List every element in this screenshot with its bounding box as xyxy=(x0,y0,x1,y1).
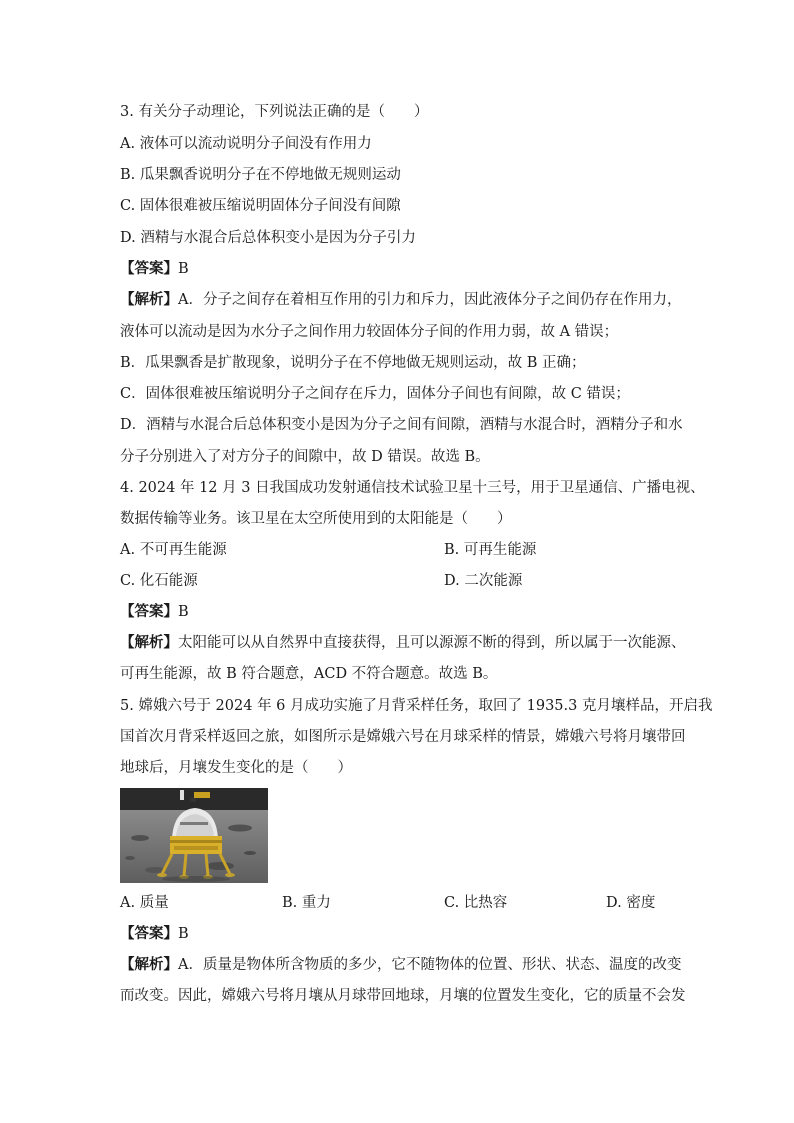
q4-stem-line-1: 4. 2024 年 12 月 3 日我国成功发射通信技术试验卫星十三号，用于卫星通信、广播电视、 xyxy=(120,480,705,496)
q5-option-d: D. 密度 xyxy=(606,895,656,911)
answer-value: B xyxy=(178,926,189,942)
analysis-text: A．质量是物体所含物质的多少，它不随物体的位置、形状、状态、温度的改变 xyxy=(178,957,682,973)
q3-analysis-line-1 xyxy=(120,290,681,310)
q3-analysis-line-5: D．酒精与水混合后总体积变小是因为分子之间有间隙，酒精与水混合时，酒精分子和水 xyxy=(120,417,683,433)
q4-analysis-line-2: 可再生能源，故 B 符合题意，ACD 不符合题意。故选 B。 xyxy=(120,666,498,682)
q5-stem-line-3: 地球后，月壤发生变化的是（ ） xyxy=(120,760,352,776)
q3-option-d: D. 酒精与水混合后总体积变小是因为分子引力 xyxy=(120,230,416,246)
q4-option-a: A. 不可再生能源 xyxy=(120,542,227,558)
q4-stem-line-2: 数据传输等业务。该卫星在太空所使用到的太阳能是（ ） xyxy=(120,511,512,527)
q4-analysis-line-1 xyxy=(120,633,686,653)
q4-option-d: D. 二次能源 xyxy=(444,573,523,589)
answer-tag: 【答案】 xyxy=(120,603,178,620)
q3-option-a: A. 液体可以流动说明分子间没有作用力 xyxy=(120,136,372,152)
q3-analysis-line-2: 液体可以流动是因为水分子之间作用力较固体分子间的作用力弱，故 A 错误； xyxy=(120,324,619,340)
answer-tag: 【答案】 xyxy=(120,260,178,277)
q5-analysis-line-1 xyxy=(120,955,681,975)
q5-option-b: B. 重力 xyxy=(282,895,331,911)
lunar-lander-image xyxy=(120,788,268,883)
q3-analysis-line-4: C．固体很难被压缩说明分子之间存在斥力，固体分子间也有间隙，故 C 错误； xyxy=(120,386,630,402)
analysis-tag: 【解析】 xyxy=(120,634,178,651)
q5-answer xyxy=(120,924,189,944)
analysis-text: A．分子之间存在着相互作用的引力和斥力，因此液体分子之间仍存在作用力， xyxy=(178,292,682,308)
q5-option-c: C. 比热容 xyxy=(444,895,508,911)
q5-analysis-line-2: 而改变。因此，嫦娥六号将月壤从月球带回地球，月壤的位置发生变化，它的质量不会发 xyxy=(120,988,686,1004)
q4-option-b: B. 可再生能源 xyxy=(444,542,537,558)
q3-option-b: B. 瓜果飘香说明分子在不停地做无规则运动 xyxy=(120,167,401,183)
q5-stem-line-2: 国首次月背采样返回之旅，如图所示是嫦娥六号在月球采样的情景，嫦娥六号将月壤带回 xyxy=(120,729,686,745)
q3-answer xyxy=(120,259,189,279)
answer-value: B xyxy=(178,261,189,277)
q5-stem-line-1: 5. 嫦娥六号于 2024 年 6 月成功实施了月背采样任务，取回了 1935.3 克月壤样品，开启我 xyxy=(120,698,713,714)
q4-option-c: C. 化石能源 xyxy=(120,573,198,589)
analysis-tag: 【解析】 xyxy=(120,291,178,308)
q4-answer xyxy=(120,602,189,622)
q3-option-c: C. 固体很难被压缩说明固体分子间没有间隙 xyxy=(120,198,401,214)
q3-analysis-line-6: 分子分别进入了对方分子的间隙中，故 D 错误。故选 B。 xyxy=(120,449,490,465)
q3-stem: 3. 有关分子动理论，下列说法正确的是（ ） xyxy=(120,104,429,120)
analysis-text: 太阳能可以从自然界中直接获得，且可以源源不断的得到，所以属于一次能源、 xyxy=(178,635,686,651)
answer-value: B xyxy=(178,604,189,620)
q3-analysis-line-3: B．瓜果飘香是扩散现象，说明分子在不停地做无规则运动，故 B 正确； xyxy=(120,355,586,371)
answer-tag: 【答案】 xyxy=(120,925,178,942)
analysis-tag: 【解析】 xyxy=(120,956,178,973)
q5-option-a: A. 质量 xyxy=(120,895,169,911)
